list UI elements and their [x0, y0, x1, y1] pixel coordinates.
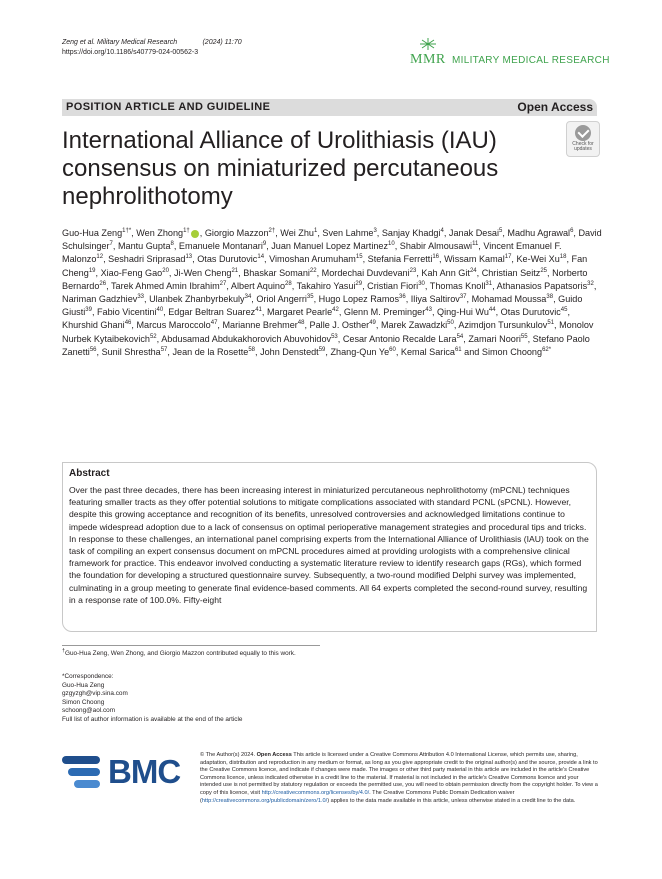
author-name[interactable]: Kemal Sarica — [400, 346, 455, 357]
author-affiliation: 2† — [268, 227, 276, 234]
publisher-name: BMC — [108, 753, 181, 790]
corr-email-2[interactable]: schoong@aol.com — [62, 707, 116, 714]
check-for-updates-button[interactable] — [566, 121, 600, 157]
author-name[interactable]: Albert Aquino — [230, 280, 286, 291]
author-affiliation: 50 — [447, 320, 454, 327]
author-name[interactable]: David Schulsinger — [62, 228, 602, 252]
author-name[interactable]: Ulanbek Zhanbyrbekuly — [149, 294, 245, 305]
author-name[interactable]: Abdusamad Abdukakhorovich Abuvohidov — [161, 333, 332, 344]
author-name[interactable]: Stefano Paolo Zanetti — [62, 333, 590, 357]
author-affiliation: 51 — [547, 320, 555, 327]
author-name[interactable]: Giorgio Mazzon — [204, 228, 269, 238]
author-affiliation: 12 — [96, 254, 104, 261]
cc-zero-link[interactable]: http://creativecommons.org/publicdomain/zero/1.0/ — [201, 797, 328, 804]
author-affiliation: 8 — [170, 241, 174, 248]
author-affiliation: 53 — [331, 333, 338, 340]
author-affiliation: 38 — [546, 293, 554, 300]
author-affiliation: 5 — [498, 227, 503, 234]
author-name[interactable]: Oriol Angerri — [256, 294, 307, 305]
author-affiliation: 11 — [472, 241, 479, 248]
author-name[interactable]: Nariman Gadzhiev — [62, 294, 138, 305]
cc-by-link[interactable]: http://creativecommons.org/licenses/by/4.0/ — [261, 789, 370, 796]
author-affiliation: 37 — [459, 293, 467, 300]
author-affiliation: 7 — [109, 241, 113, 248]
author-affiliation: 3 — [373, 227, 377, 234]
author-affiliation: 27 — [219, 280, 227, 287]
citation-authors: Zeng et al. — [62, 39, 96, 46]
author-affiliation: 25 — [540, 267, 548, 274]
doi-link[interactable]: https://doi.org/10.1186/s40779-024-00562-3 — [62, 49, 199, 56]
author-affiliation: 22 — [309, 267, 317, 274]
author-affiliation: 34 — [244, 293, 252, 300]
author-affiliation: 19 — [88, 267, 96, 274]
equal-contribution-note: †Guo-Hua Zeng, Wen Zhong, and Giorgio Mazzon contributed equally to this work. — [62, 648, 296, 658]
journal-logo — [408, 40, 610, 70]
author-affiliation: 20 — [162, 267, 169, 274]
author-name[interactable]: Sven Lahme — [322, 228, 374, 238]
author-name[interactable]: Mordechai Duvdevani — [321, 267, 410, 278]
author-affiliation: 36 — [399, 293, 406, 300]
author-affiliation: 40 — [156, 307, 164, 314]
author-name[interactable]: Mohamad Moussa — [471, 294, 547, 305]
author-affiliation: 60 — [389, 346, 396, 353]
author-name[interactable]: Cesar Antonio Recalde Lara — [342, 333, 457, 344]
author-name[interactable]: Norberto Bernardo — [62, 267, 588, 291]
author-name[interactable]: Madhu Agrawal — [507, 228, 571, 238]
author-name[interactable]: Stefania Ferretti — [367, 254, 433, 265]
author-name[interactable]: Qing-Hui Wu — [437, 307, 489, 318]
running-header — [62, 38, 242, 58]
author-affiliation: 17 — [504, 254, 512, 261]
correspondence-label: *Correspondence: — [62, 673, 114, 680]
author-name[interactable]: Mantu Gupta — [117, 241, 171, 252]
author-affiliation: 57 — [160, 346, 168, 353]
author-affiliation: 39 — [85, 307, 92, 314]
author-name[interactable]: Marcus Maroccolo — [136, 320, 211, 331]
author-affiliation: 55 — [520, 333, 528, 340]
author-affiliation: 43 — [425, 307, 432, 314]
article-type-banner — [62, 99, 597, 116]
citation-year: (2024) 11:70 — [202, 39, 242, 46]
author-name[interactable]: Zamari Noori — [468, 333, 521, 344]
author-name[interactable]: Fan Cheng — [62, 254, 588, 278]
author-name[interactable]: Simon Choong — [481, 346, 543, 357]
author-name[interactable]: Tarek Ahmed Amin Ibrahim — [111, 280, 220, 291]
author-name[interactable]: Fabio Vicentini — [97, 307, 157, 318]
author-affiliation: 9 — [262, 241, 267, 248]
author-name[interactable]: Zhang-Qun Ye — [330, 346, 390, 357]
author-affiliation: 49 — [369, 320, 376, 327]
author-name[interactable]: Thomas Knoll — [429, 280, 486, 291]
corr-email-1[interactable]: gzgyzgh@vip.sina.com — [62, 690, 128, 697]
article-type: POSITION ARTICLE AND GUIDELINE — [66, 101, 271, 113]
author-affiliation: 46 — [124, 320, 132, 327]
author-name[interactable]: Jean de la Rosette — [172, 346, 249, 357]
author-name[interactable]: Sunil Shrestha — [101, 346, 161, 357]
author-name[interactable]: Vincent Emanuel F. Malonzo — [62, 241, 562, 265]
license-statement: © The Author(s) 2024. Open Access This article is licensed under a Creative Commons Attribution 4.0 International License, which permits use, sharing, adaptation, distribution and reproduction in any medium or format, as long as you give appropriate credit to the original author(s) and the source, provide a link to the Creative Commons licence, and indicate if changes were made. The images or other third party material in this article are included in the article's Creative Commons licence, unless indicated otherwise in a credit line to the material. If material is not included in the article's Creative Commons licence and your intended use is not permitted by statutory regulation or exceeds the permitted use, you will need to obtain permission directly from the copyright holder. To view a copy of this licence, visit http://creativecommons.org/licenses/by/4.0/. The Creative Commons Public Domain Dedication waiver (http://creativecommons.org/publicdomain/zero/1.0/) applies to the data made available in this article, unless otherwise stated in a credit line to the data. — [200, 752, 598, 804]
author-name[interactable]: Monolov Nurbek Kytaibekovich — [62, 320, 594, 344]
journal-name: MILITARY MEDICAL RESEARCH — [452, 55, 610, 66]
author-affiliation: 18 — [559, 254, 567, 261]
author-name[interactable]: Otas Durutovic — [500, 307, 561, 318]
article-title: International Alliance of Urolithiasis (IAU) consensus on miniaturized percutaneous nephrolithotomy — [62, 127, 499, 210]
abstract-text: Over the past three decades, there has been increasing interest in miniaturized percutaneous nephrolithotomy (mPCNL) techniques featuring smaller tracts as they offer potential solutions to mitigate complications associated with standard PCNL (sPCNL). However, despite this growing acceptance and recognition of its benefits, unresolved controversies and acknowledged limitations continue to impede widespread adoption due to a lack of consensus on optimal perioperative management strategies and procedural tips and tricks. In response to these challenges, an international panel comprising experts from the International Alliance of Urolithiasis (IAU) took on the task of compiling an expert consensus document on mPCNL procedures aimed at providing urologists with a comprehensive clinical framework for practice. This endeavor involved conducting a systematic literature review to identify research gaps (RGs), which formed the foundation for developing a structured questionnaire survey. Subsequently, a two-round modified Delphi survey was implemented, culminating in a group meeting to generate final evidence-based comments. All 64 experts completed the second-round survey, resulting in a response rate of 100.0%. Fifty-eight — [69, 485, 589, 605]
author-affiliation: 24 — [469, 267, 477, 274]
author-affiliation: 62* — [542, 346, 552, 353]
author-name[interactable]: Seshadri Sriprasad — [108, 254, 186, 265]
check-for-updates-label: Check for updates — [572, 141, 594, 152]
author-affiliation: 44 — [488, 307, 496, 314]
author-name[interactable]: Ji-Wen Cheng — [173, 267, 232, 278]
author-name[interactable]: Guo-Hua Zeng — [62, 228, 123, 238]
author-name[interactable]: Athanasios Papatsoris — [496, 280, 588, 291]
author-name[interactable]: Azimdjon Tursunkulov — [458, 320, 548, 331]
full-author-info-note: Full list of author information is available at the end of the article — [62, 715, 243, 723]
author-name[interactable]: Janak Desai — [448, 228, 499, 238]
author-name[interactable]: Margaret Pearle — [266, 307, 333, 318]
author-affiliation: 14 — [257, 254, 265, 261]
correspondence-block — [62, 673, 322, 724]
author-name[interactable]: Guido Giusti — [62, 294, 583, 318]
bmc-mark-icon — [62, 752, 102, 792]
author-affiliation: 15 — [355, 254, 363, 261]
author-affiliation: 45 — [560, 307, 568, 314]
author-name[interactable]: Iliya Saltirov — [410, 294, 460, 305]
author-name[interactable]: Glenn M. Preminger — [343, 307, 426, 318]
author-name[interactable]: Wissam Kamal — [444, 254, 505, 265]
author-affiliation: 33 — [137, 293, 144, 300]
publisher-logo — [62, 752, 184, 792]
author-affiliation: 42 — [332, 307, 339, 314]
check-for-updates-icon — [575, 125, 591, 141]
author-affiliation: 29 — [355, 280, 363, 287]
author-affiliation: 41 — [255, 307, 262, 314]
author-name[interactable]: Ke-Wei Xu — [516, 254, 560, 265]
open-access-label: Open Access — [517, 100, 593, 114]
author-affiliation: 6 — [570, 227, 574, 234]
author-affiliation: 4 — [440, 227, 444, 234]
author-name[interactable]: Juan Manuel Lopez Martinez — [271, 241, 389, 252]
abstract-box — [62, 462, 597, 632]
author-affiliation: 56 — [89, 346, 97, 353]
author-name[interactable]: Edgar Beltran Suarez — [168, 307, 256, 318]
author-affiliation: 1†* — [122, 227, 132, 234]
abstract-heading: Abstract — [69, 468, 110, 479]
author-affiliation: 61 — [454, 346, 462, 353]
author-name[interactable]: John Denstedt — [260, 346, 319, 357]
corr-name-2: Simon Choong — [62, 698, 105, 706]
author-affiliation: 21 — [231, 267, 239, 274]
author-name[interactable]: Shabir Almousawi — [399, 241, 473, 252]
author-affiliation: 26 — [99, 280, 107, 287]
footnote-divider — [62, 645, 320, 646]
author-affiliation: 31 — [485, 280, 493, 287]
author-affiliation: 1† — [183, 227, 190, 234]
citation-journal: Military Medical Research — [97, 39, 178, 46]
journal-abbr: MMR — [410, 52, 446, 67]
author-name[interactable]: Christian Seitz — [481, 267, 541, 278]
author-name[interactable]: Xiao-Feng Gao — [100, 267, 163, 278]
author-name[interactable]: Emanuele Montanari — [178, 241, 263, 252]
orcid-icon[interactable] — [191, 230, 199, 238]
author-affiliation: 13 — [185, 254, 193, 261]
author-name[interactable]: Marianne Brehmer — [222, 320, 298, 331]
author-affiliation: 52 — [149, 333, 157, 340]
author-name[interactable]: Cristian Fiori — [367, 280, 419, 291]
author-affiliation: 59 — [318, 346, 326, 353]
author-affiliation: 28 — [285, 280, 292, 287]
author-affiliation: 54 — [456, 333, 464, 340]
author-name[interactable]: Hugo Lopez Ramos — [318, 294, 400, 305]
author-list: Guo-Hua Zeng$^{1\dagger*}$, Wen Zhong$^{1\dagger}$ , Giorgio Mazzon$^{2\dagger}$, Wei Zhu$^1$, Sven Lahme$^3$, Sanjay Khadgi$^4$, Janak Desai$^5$, Madhu Agrawal$^6$, David Schulsinger$^7$, Mantu Gupta$^8$, Emanuele Montanari$^9$, Juan Manuel Lopez Martinez$^{10}$, Shabir Almousawi$^{11}$, Vincent Emanuel F. Malonzo$^{12}$, Seshadri Sriprasad$^{13}$, Otas Durutovic$^{14}$, Vimoshan Arumuham$^{15}$, Stefania Ferretti$^{16}$, Wissam Kamal$^{17}$, Ke-Wei Xu$^{18}$, Fan Cheng$^{19}$, Xiao-Feng Gao$^{20}$, Ji-Wen Cheng$^{21}$, Bhaskar Somani$^{22}$, Mordechai Duvdevani$^{23}$, Kah Ann Git$^{24}$, Christian Seitz$^{25}$, Norberto Bernardo$^{26}$, Tarek Ahmed Amin Ibrahim$^{27}$, Albert Aquino$^{28}$, Takahiro Yasui$^{29}$, Cristian Fiori$^{30}$, Thomas Knoll$^{31}$, Athanasios Papatsoris$^{32}$, Nariman Gadzhiev$^{33}$, Ulanbek Zhanbyrbekuly$^{34}$, Oriol Angerri$^{35}$, Hugo Lopez Ramos$^{36}$, Iliya Saltirov$^{37}$, Mohamad Moussa$^{38}$, Guido Giusti$^{39}$, Fabio Vicentini$^{40}$, Edgar Beltran Suarez$^{41}$, Margaret Pearle$^{42}$, Glenn M. Preminger$^{43}$, Qing-Hui Wu$^{44}$, Otas Durutovic$^{45}$, Khurshid Ghani$^{46}$, Marcus Maroccolo$^{47}$, Marianne Brehmer$^{48}$, Palle J. Osther$^{49}$, Marek Zawadzki$^{50}$, Azimdjon Tursunkulov$^{51}$, Monolov Nurbek Kytaibekovich$^{52}$, Abdusamad Abdukakhorovich Abuvohidov$^{53}$, Cesar Antonio Recalde Lara$^{54}$, Zamari Noori$^{55}$, Stefano Paolo Zanetti$^{56}$, Sunil Shrestha$^{57}$, Jean de la Rosette$^{58}$, John Denstedt$^{59}$, Zhang-Qun Ye$^{60}$, Kemal Sarica$^{61}$ and Simon Choong$^{62*}$ — [62, 227, 602, 357]
author-affiliation: 32 — [587, 280, 594, 287]
author-name[interactable]: Palle J. Osther — [309, 320, 370, 331]
author-name[interactable]: Wen Zhong — [136, 228, 184, 238]
author-name[interactable]: Otas Durutovic — [197, 254, 258, 265]
author-affiliation: 58 — [248, 346, 255, 353]
author-name[interactable]: Vimoshan Arumuham — [269, 254, 356, 265]
author-name[interactable]: Kah Ann Git — [421, 267, 470, 278]
author-affiliation: 23 — [409, 267, 417, 274]
author-name[interactable]: Bhaskar Somani — [243, 267, 310, 278]
author-name[interactable]: Khurshid Ghani — [62, 320, 125, 331]
author-affiliation: 47 — [210, 320, 218, 327]
author-affiliation: 30 — [418, 280, 425, 287]
author-name[interactable]: Takahiro Yasui — [296, 280, 356, 291]
author-name[interactable]: Sanjay Khadgi — [381, 228, 441, 238]
author-affiliation: 48 — [297, 320, 305, 327]
corr-name-1: Guo-Hua Zeng — [62, 681, 105, 689]
author-affiliation: 10 — [388, 241, 395, 248]
author-name[interactable]: Wei Zhu — [280, 228, 314, 238]
author-name[interactable]: Marek Zawadzki — [380, 320, 448, 331]
author-affiliation: 35 — [306, 293, 314, 300]
author-affiliation: 1 — [313, 227, 318, 234]
author-affiliation: 16 — [432, 254, 440, 261]
